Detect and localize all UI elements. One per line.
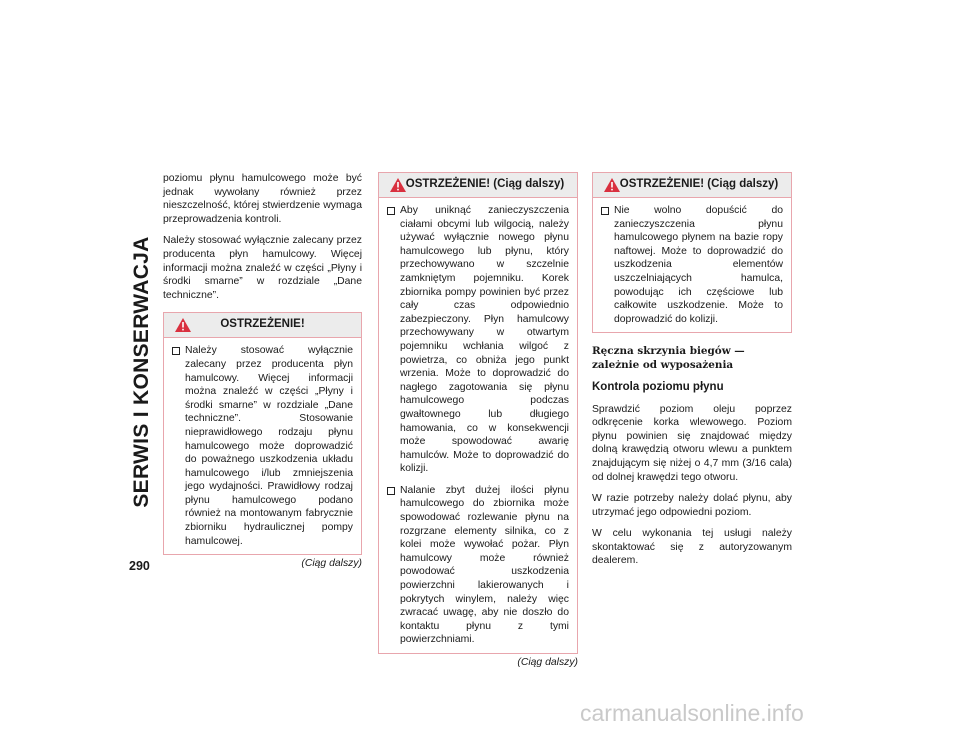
checkbox-bullet-icon [172, 347, 180, 355]
continued-label: (Ciąg dalszy) [301, 558, 362, 570]
warning-item-text: Aby uniknąć zanieczyszczenia ciałami obcymi lub wilgocią, należy używać wyłącznie nowego płynu hamulcowego lub płynu, który przechowywano w szczelnie zamkniętym pojemniku. Korek zbiornika pompy powinien być przez cały czas odpowiednio zabezpieczony. Płyn hamulcowy przechowywany w otwartym pojemniku wchłania wilgoć z powietrza, co obniża jego punkt wrzenia. Może to doprowadzić do nagłego zagotowania się płynu hamulcowego podczas gwałtownego lub długiego hamowania, co w konsekwencji może spowodować awarię hamulców. Może to doprowadzić do kolizji. [400, 205, 569, 475]
warning-item-text: Nalanie zbyt dużej ilości płynu hamulcowego do zbiornika może spowodować rozlewanie płynu na rozgrzane elementy silnika, co z kolei może wywołać pożar. Płyn hamulcowy może również powodować uszkodzenia powierzchni lakierowanych i pokrytych winylem, należy więc zwracać uwagę, aby nie doszło do kontaktu płynu z tymi powierzchniami. [400, 484, 569, 646]
section-heading: Ręczna skrzynia biegów — zależnie od wyposażenia [592, 345, 745, 372]
warning-title: OSTRZEŻENIE! (Ciąg dalszy) [619, 178, 779, 190]
warning-box [163, 312, 362, 555]
paragraph: poziomu płynu hamulcowego może być jednak wywołany również przez nieszczelność, której stwierdzenie wymaga przeprowadzenia kontroli. [163, 173, 362, 225]
warning-header [379, 173, 577, 198]
paragraph: Sprawdzić poziom oleju poprzez odkręcenie korka wlewowego. Poziom płynu powinien się znajdować między dolną krawędzią otworu wlewu a punktem znajdującym się niżej o 4,7 mm (3/16 cala) od dolnej krawędzi tego otworu. [592, 403, 792, 483]
section-side-title [122, 172, 162, 572]
checkbox-bullet-icon [387, 207, 395, 215]
subsection-heading: Kontrola poziomu płynu [592, 380, 724, 393]
warning-item [387, 484, 569, 647]
checkbox-bullet-icon [601, 207, 609, 215]
paragraph: W celu wykonania tej usługi należy skontaktować się z autoryzowanym dealerem. [592, 528, 792, 567]
warning-item [387, 204, 569, 476]
page-number: 290 [129, 559, 150, 573]
warning-header [164, 313, 361, 338]
section-title-text: SERWIS I KONSERWACJA [130, 236, 153, 508]
warning-title: OSTRZEŻENIE! [220, 318, 305, 331]
column-3 [592, 172, 792, 576]
warning-box [378, 172, 578, 654]
paragraph: W razie potrzeby należy dolać płynu, aby utrzymać jego odpowiedni poziom. [592, 493, 792, 518]
warning-item [172, 344, 353, 548]
paragraph: Należy stosować wyłącznie zalecany przez producenta płyn hamulcowy. Więcej informacji można znaleźć w części „Płyny i środki smarne” w rozdziale „Dane techniczne”. [163, 235, 362, 301]
warning-header [593, 173, 791, 198]
warning-item-text: Należy stosować wyłącznie zalecany przez producenta płyn hamulcowy. Więcej informacji można znaleźć w części „Płyny i środki smarne” w rozdziale „Dane techniczne”. Stosowanie nieprawidłowego rodzaju płynu hamulcowego może doprowadzić do poważnego uszkodzenia układu hamulcowego i/lub zmniejszenia jego wydajności. Prawidłowy rodzaj płynu hamulcowego podano również na montowanym fabrycznie zbiorniku hydraulicznej pompy hamulcowej. [185, 345, 353, 547]
warning-item-text: Nie wolno dopuścić do zanieczyszczenia płynu hamulcowego płynem na bazie ropy naftowej. Może to doprowadzić do uszkodzenia elementów uszczelniających hamulca, powodując ich częściowe lub całkowite uszkodzenie. Może to doprowadzić do kolizji. [614, 205, 783, 325]
warning-box [592, 172, 792, 333]
watermark: carmanualsonline.info [580, 700, 804, 726]
continued-label: (Ciąg dalszy) [517, 657, 578, 668]
checkbox-bullet-icon [387, 487, 395, 495]
column-2 [378, 172, 578, 670]
column-1 [163, 172, 362, 571]
warning-title: OSTRZEŻENIE! (Ciąg dalszy) [405, 178, 565, 190]
warning-item [601, 204, 783, 326]
